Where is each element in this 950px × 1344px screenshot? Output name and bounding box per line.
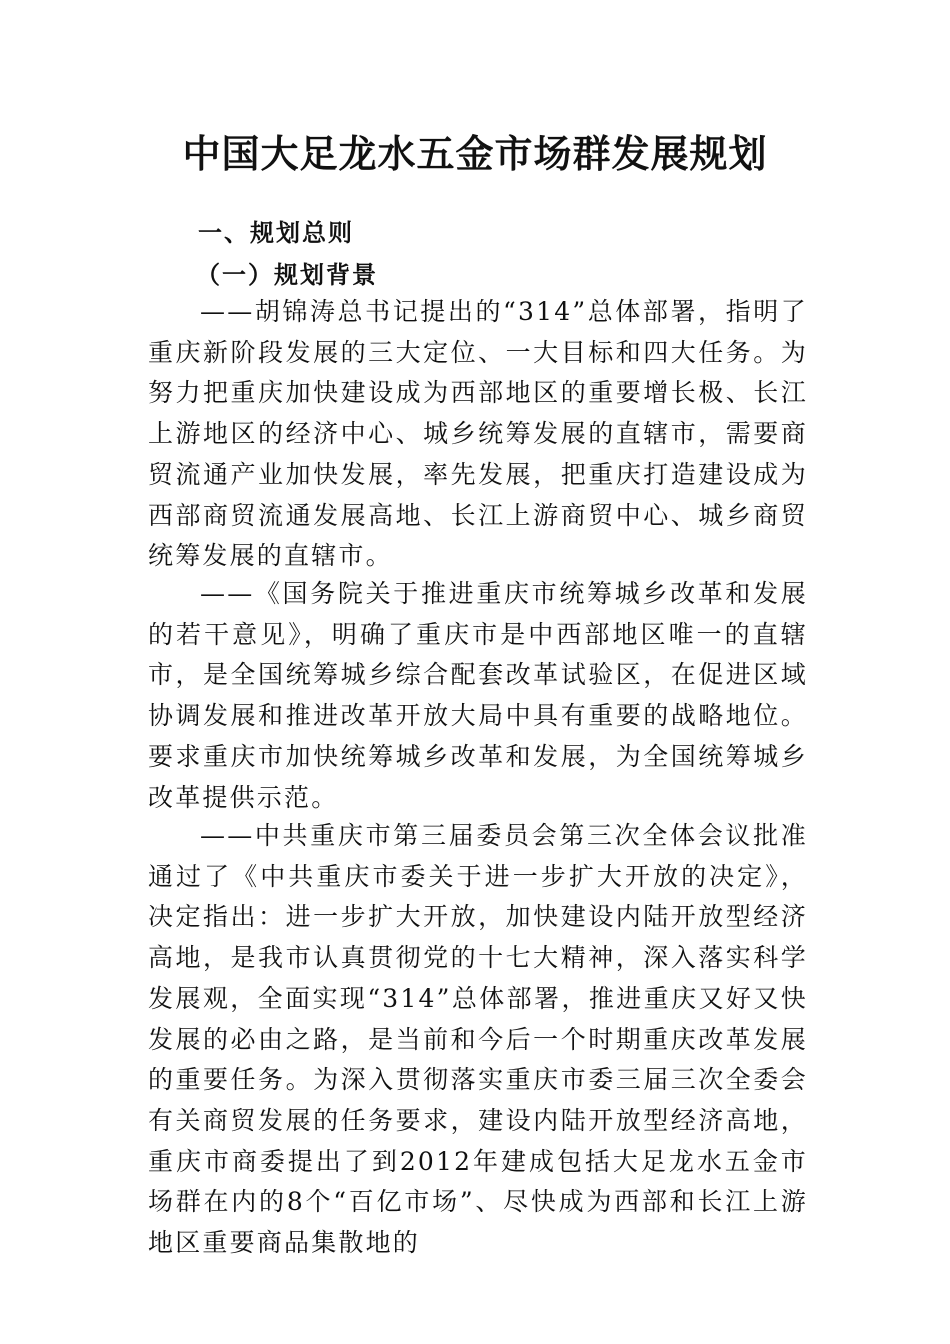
section-heading: 一、规划总则: [198, 219, 354, 247]
paragraph-2: ——《国务院关于推进重庆市统筹城乡改革和发展的若干意见》，明确了重庆市是中西部地区唯一的直辖市，是全国统筹城乡综合配套改革试验区，在促进区域协调发展和推进改革开放大局中具有重要的战略地位。要求重庆市加快统筹城乡改革和发展，为全国统筹城乡改革提供示范。: [148, 579, 808, 812]
document-title: 中国大足龙水五金市场群发展规划: [182, 132, 768, 176]
paragraph-1: ——胡锦涛总书记提出的“314”总体部署，指明了重庆新阶段发展的三大定位、一大目标和四大任务。为努力把重庆加快建设成为西部地区的重要增长极、长江上游地区的经济中心、城乡统筹发展的直辖市，需要商贸流通产业加快发展，率先发展，把重庆打造建设成为西部商贸流通发展高地、长江上游商贸中心、城乡商贸统筹发展的直辖市。: [148, 297, 808, 571]
subsection-heading: （一）规划背景: [196, 261, 378, 289]
paragraph-3: ——中共重庆市第三届委员会第三次全体会议批准通过了《中共重庆市委关于进一步扩大开放的决定》，决定指出：进一步扩大开放，加快建设内陆开放型经济高地，是我市认真贯彻党的十七大精神，深入落实科学发展观，全面实现“314”总体部署，推进重庆又好又快发展的必由之路，是当前和今后一个时期重庆改革发展的重要任务。为深入贯彻落实重庆市委三届三次全委会有关商贸发展的任务要求，建设内陆开放型经济高地，重庆市商委提出了到2012年建成包括大足龙水五金市场群在内的8个“百亿市场”、尽快成为西部和长江上游地区重要商品集散地的: [148, 821, 808, 1258]
